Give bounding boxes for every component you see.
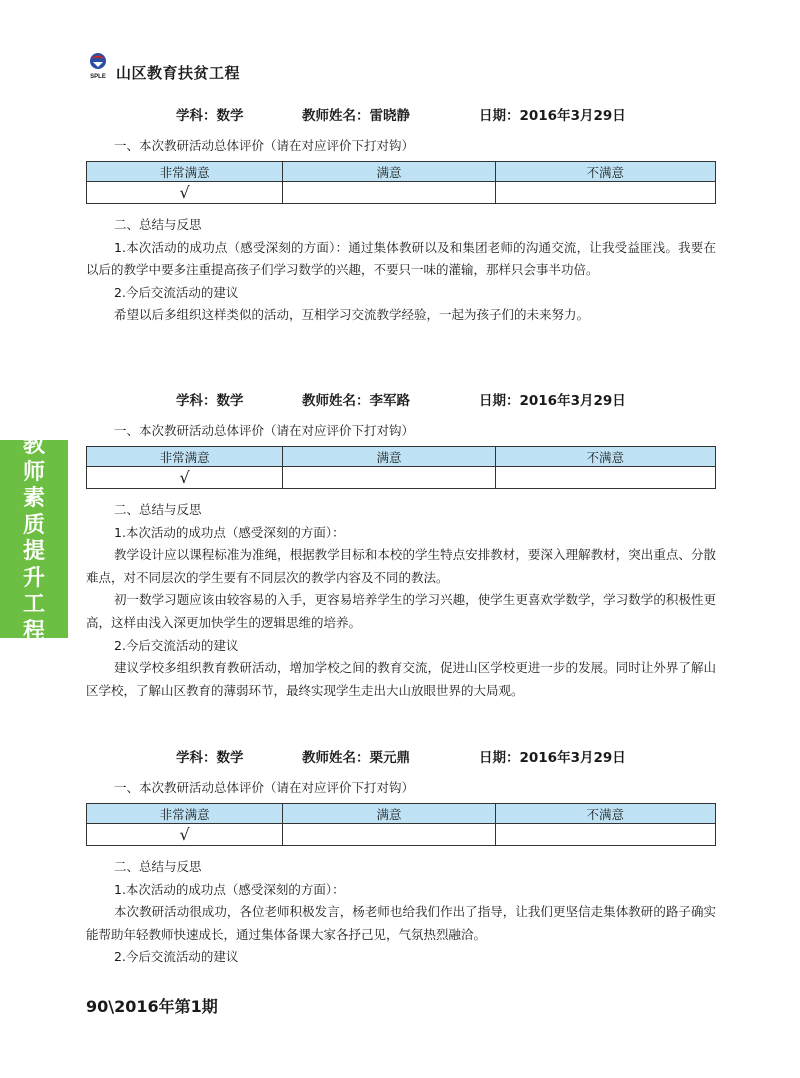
summary-paragraph: 希望以后多组织这样类似的活动，互相学习交流教学经验，一起为孩子们的未来努力。 <box>114 307 590 323</box>
summary-paragraph: 2.今后交流活动的建议 <box>114 949 239 965</box>
summary-paragraph: 初一数学习题应该由较容易的入手，更容易培养学生的学习兴趣，使学生更喜欢学数学，学习数学的积极性更高，这样由浅入深更加快学生的逻辑思维的培养。 <box>86 592 716 630</box>
evaluation-table <box>86 161 716 204</box>
header-unsatisfied: 不满意 <box>495 804 715 824</box>
rating-unsatisfied <box>495 824 715 846</box>
meta-row <box>86 746 716 766</box>
evaluation-table <box>86 803 716 846</box>
evaluation-label: 一、本次教研活动总体评价（请在对应评价下打对钩） <box>114 423 415 438</box>
summary-paragraph: 2.今后交流活动的建议 <box>114 637 239 653</box>
rating-very-satisfied: √ <box>87 467 283 489</box>
logo-text: SPLE <box>90 74 106 80</box>
meta-row <box>86 104 716 124</box>
feedback-section <box>86 746 716 969</box>
summary-heading: 二、总结与反思 <box>114 502 202 517</box>
side-tab-char: 师 <box>22 459 45 485</box>
header-very-satisfied: 非常满意 <box>87 162 283 182</box>
date: 日期：2016年3月29日 <box>479 393 626 409</box>
rating-very-satisfied: √ <box>87 824 283 846</box>
summary-block <box>86 499 716 702</box>
summary-paragraph: 本次教研活动很成功，各位老师积极发言，杨老师也给我们作出了指导，让我们更坚信走集体教研的路子确实能帮助年轻教师快速成长，通过集体备课大家各抒己见，气氛热烈融洽。 <box>86 904 716 942</box>
section-side-tab <box>0 433 68 644</box>
feedback-section <box>86 104 716 327</box>
summary-paragraph: 1.本次活动的成功点（感受深刻的方面）： <box>114 524 345 540</box>
side-tab-char: 素 <box>22 486 45 511</box>
evaluation-table <box>86 446 716 489</box>
side-tab-char: 提 <box>22 539 45 564</box>
summary-paragraph: 教学设计应以课程标准为准绳，根据教学目标和本校的学生特点安排教材，要深入理解教材，突出重点、分散难点，对不同层次的学生要有不同层次的教学内容及不同的教法。 <box>86 547 716 585</box>
org-title: 山区教育扶贫工程 <box>116 64 241 82</box>
summary-heading: 二、总结与反思 <box>114 859 202 874</box>
summary-paragraph: 2.今后交流活动的建议 <box>114 284 239 300</box>
date: 日期：2016年3月29日 <box>479 750 626 766</box>
teacher-name: 教师姓名：雷晓静 <box>302 108 410 124</box>
summary-block <box>86 214 716 327</box>
header-satisfied: 满意 <box>283 447 495 467</box>
header-satisfied: 满意 <box>283 804 495 824</box>
page-footer: 90\2016年第1期 <box>86 997 218 1016</box>
side-tab-char: 工 <box>22 592 45 617</box>
summary-block <box>86 856 716 969</box>
evaluation-label: 一、本次教研活动总体评价（请在对应评价下打对钩） <box>114 780 415 795</box>
rating-satisfied <box>283 824 495 846</box>
teacher-name: 教师姓名：李军路 <box>302 393 410 409</box>
header-unsatisfied: 不满意 <box>495 447 715 467</box>
teacher-name: 教师姓名：栗元鼎 <box>302 750 410 766</box>
subject: 学科：数学 <box>176 393 244 409</box>
spfle-logo <box>84 50 112 80</box>
meta-row <box>86 389 716 409</box>
header-very-satisfied: 非常满意 <box>87 804 283 824</box>
summary-paragraph: 1.本次活动的成功点（感受深刻的方面）： <box>114 881 345 897</box>
rating-unsatisfied <box>495 182 715 204</box>
rating-satisfied <box>283 182 495 204</box>
summary-paragraph: 1.本次活动的成功点（感受深刻的方面）：通过集体教研以及和集团老师的沟通交流，让我受益匪浅。我要在以后的教学中要多注重提高孩子们学习数学的兴趣，不要只一味的灌输，那样只会事半功倍。 <box>86 239 716 278</box>
subject: 学科：数学 <box>176 750 244 766</box>
side-tab-char: 教 <box>22 433 45 458</box>
side-tab-char: 质 <box>22 512 45 538</box>
rating-satisfied <box>283 467 495 489</box>
side-tab-char: 升 <box>22 565 45 591</box>
rating-unsatisfied <box>495 467 715 489</box>
summary-heading: 二、总结与反思 <box>114 217 202 232</box>
rating-very-satisfied: √ <box>87 182 283 204</box>
subject: 学科：数学 <box>176 108 244 124</box>
header-unsatisfied: 不满意 <box>495 162 715 182</box>
header-very-satisfied: 非常满意 <box>87 447 283 467</box>
date: 日期：2016年3月29日 <box>479 108 626 124</box>
header-satisfied: 满意 <box>283 162 495 182</box>
side-tab-char: 程 <box>22 618 45 644</box>
summary-paragraph: 建议学校多组织教育教研活动，增加学校之间的教育交流，促进山区学校更进一步的发展。同时让外界了解山区学校，了解山区教育的薄弱环节，最终实现学生走出大山放眼世界的大局观。 <box>86 660 716 698</box>
evaluation-label: 一、本次教研活动总体评价（请在对应评价下打对钩） <box>114 138 415 153</box>
feedback-section <box>86 389 716 702</box>
